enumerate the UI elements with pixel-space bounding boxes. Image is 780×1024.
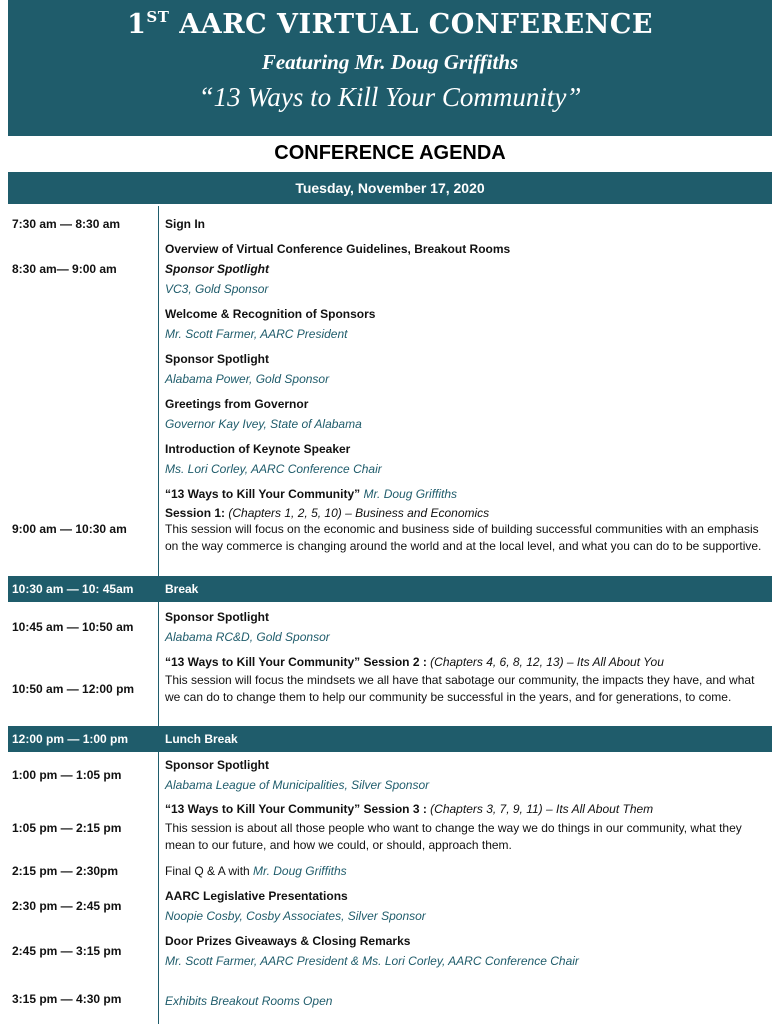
session-2-title: “13 Ways to Kill Your Community” Session 2 : (Chapters 4, 6, 8, 12, 13) – Its All About You — [165, 655, 664, 669]
time-slot: 1:00 pm — 1:05 pm — [12, 768, 122, 782]
agenda-item: Sponsor Spotlight — [165, 352, 269, 366]
agenda-item: AARC Legislative Presentations — [165, 889, 348, 903]
featuring-line: Featuring Mr. Doug Griffiths — [261, 50, 519, 74]
sponsor-name: Alabama League of Municipalities, Silver Sponsor — [165, 778, 430, 792]
agenda-item: Sign In — [165, 217, 205, 231]
agenda-item: Break — [165, 582, 199, 596]
sponsor-name: Alabama RC&D, Gold Sponsor — [165, 630, 330, 644]
session-3-description: This session is about all those people who want to change the way we do things in our community, what they mean to our future, and how we could, or should, approach them. — [165, 821, 742, 852]
time-slot: 1:05 pm — 2:15 pm — [12, 821, 122, 835]
agenda-item: Introduction of Keynote Speaker — [165, 442, 351, 456]
sponsor-name: Noopie Cosby, Cosby Associates, Silver Sponsor — [165, 909, 426, 923]
time-slot: 7:30 am — 8:30 am — [12, 217, 121, 231]
time-slot: 10:45 am — 10:50 am — [12, 620, 134, 634]
agenda-heading: CONFERENCE AGENDA — [274, 142, 506, 164]
session-1-subtitle: Session 1: (Chapters 1, 2, 5, 10) – Business and Economics — [165, 506, 490, 520]
time-slot: 2:45 pm — 3:15 pm — [12, 944, 122, 958]
time-slot: 2:15 pm — 2:30pm — [12, 864, 119, 878]
speaker-name: Governor Kay Ivey, State of Alabama — [165, 417, 362, 431]
break-band — [8, 576, 772, 602]
agenda-item: Welcome & Recognition of Sponsors — [165, 307, 376, 321]
time-slot: 8:30 am— 9:00 am — [12, 262, 117, 276]
agenda-item: Sponsor Spotlight — [165, 758, 269, 772]
conference-title: 1ST AARC VIRTUAL CONFERENCE — [127, 8, 653, 40]
lunch-band — [8, 726, 772, 752]
agenda-item: Lunch Break — [165, 732, 238, 746]
agenda-item: Door Prizes Giveaways & Closing Remarks — [165, 934, 411, 948]
agenda-item: Greetings from Governor — [165, 397, 309, 411]
session-2-description: This session will focus the mindsets we all have that sabotage our community, the impacts they have, and what we can do to change them to help our community be successful in the years, and for generations, to come. — [165, 673, 755, 704]
sponsor-name: VC3, Gold Sponsor — [165, 282, 269, 296]
time-slot: 2:30 pm — 2:45 pm — [12, 899, 122, 913]
time-slot: 12:00 pm — 1:00 pm — [12, 732, 129, 746]
time-slot: 3:15 pm — 4:30 pm — [12, 992, 122, 1006]
date-header: Tuesday, November 17, 2020 — [8, 172, 772, 204]
time-slot: 10:30 am — 10: 45am — [12, 582, 134, 596]
agenda-item: Exhibits Breakout Rooms Open — [165, 994, 333, 1008]
conference-banner — [8, 0, 772, 136]
qa-item: Final Q & A with Mr. Doug Griffiths — [165, 864, 347, 878]
agenda-item: Overview of Virtual Conference Guidelines, Breakout Rooms — [165, 242, 511, 256]
speaker-name: Ms. Lori Corley, AARC Conference Chair — [165, 462, 382, 476]
keynote-title: “13 Ways to Kill Your Community” — [198, 82, 582, 112]
agenda-item: Sponsor Spotlight — [165, 610, 269, 624]
session-3-title: “13 Ways to Kill Your Community” Session 3 : (Chapters 3, 7, 9, 11) – Its All About Them — [165, 802, 654, 816]
column-divider — [158, 206, 159, 1024]
agenda-item: Sponsor Spotlight — [165, 262, 269, 276]
session-1-title: “13 Ways to Kill Your Community” Mr. Doug Griffiths — [165, 487, 458, 501]
speaker-name: Mr. Scott Farmer, AARC President & Ms. Lori Corley, AARC Conference Chair — [165, 954, 579, 968]
time-slot: 9:00 am — 10:30 am — [12, 522, 127, 536]
sponsor-name: Alabama Power, Gold Sponsor — [165, 372, 330, 386]
session-1-description: This session will focus on the economic and business side of building successful communities with an emphasis on the way commerce is changing around the world and at the local level, and what you can do to be supportive. — [165, 522, 762, 553]
speaker-name: Mr. Scott Farmer, AARC President — [165, 327, 348, 341]
time-slot: 10:50 am — 12:00 pm — [12, 682, 135, 696]
